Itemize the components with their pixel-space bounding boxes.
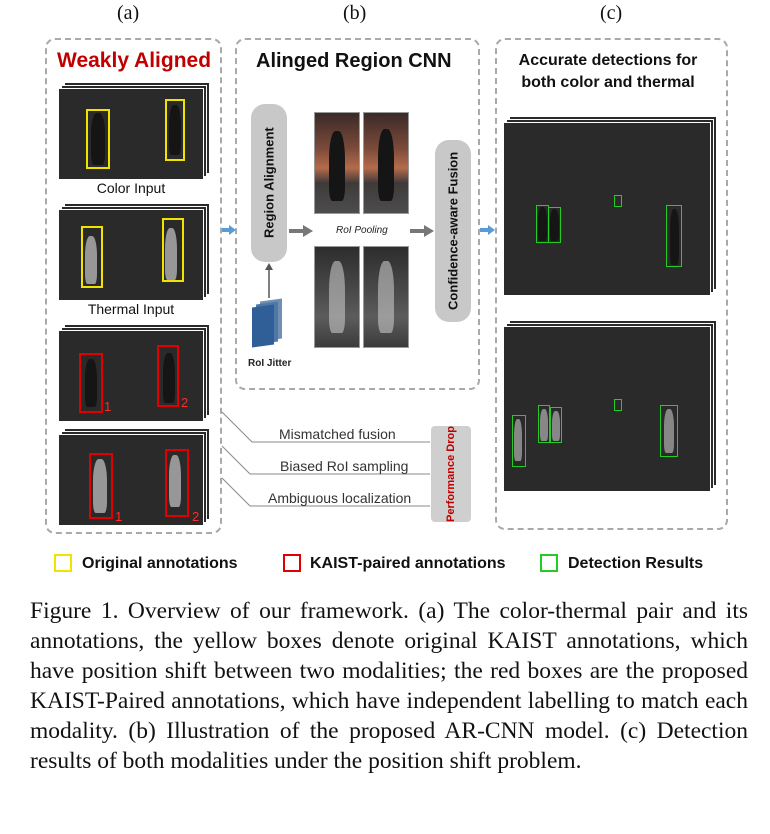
color-input-image	[58, 82, 210, 178]
roi-color-crop	[363, 112, 409, 214]
green-box	[538, 405, 550, 443]
box-number: 2	[181, 395, 189, 410]
panel-c-title: Accurate detections for both color and thermal	[518, 52, 698, 91]
region-alignment-label: Region Alignment	[261, 127, 277, 239]
arrow-right-icon	[289, 224, 313, 238]
red-box	[157, 345, 179, 407]
performance-drop-label: Performance Drop	[445, 426, 457, 522]
panel-b-label: (b)	[343, 2, 367, 24]
legend-kaist-paired: KAIST-paired annotations	[310, 555, 506, 572]
roi-thermal-crop	[314, 246, 360, 348]
color-detection-image	[503, 116, 717, 296]
color-input-label: Color Input	[96, 180, 166, 196]
arrow-right-icon	[480, 224, 496, 236]
yellow-box	[165, 99, 185, 161]
green-box	[660, 405, 678, 457]
green-box	[614, 195, 622, 207]
legend-detection-results: Detection Results	[568, 555, 704, 572]
figure-caption: Figure 1. Overview of our framework. (a) The color-thermal pair and its annotations, the yellow boxes denote original KAIST annotations, which have position shift between two modalities; the red boxes are the proposed KAIST-Paired annotations, which have independent labelling to match each modality. (b) Illustration of the proposed AR-CNN model. (c) Detection results of both modalities under the position shift problem.	[30, 598, 748, 774]
paired-color-image	[58, 324, 210, 420]
issue-ambiguous-localization: Ambiguous localization	[268, 490, 412, 506]
region-alignment-block	[251, 104, 287, 262]
red-box	[165, 449, 189, 517]
green-box	[512, 415, 526, 467]
legend-yellow-swatch	[54, 554, 72, 572]
confidence-fusion-label: Confidence-aware Fusion	[445, 151, 461, 311]
yellow-box	[81, 226, 103, 288]
green-box	[666, 205, 682, 267]
paired-thermal-image	[58, 428, 210, 524]
green-box	[614, 399, 622, 411]
green-box	[550, 407, 562, 443]
issue-mismatched-fusion: Mismatched fusion	[279, 426, 396, 442]
issue-biased-roi: Biased RoI sampling	[280, 458, 409, 474]
legend-red-swatch	[283, 554, 301, 572]
yellow-box	[86, 109, 110, 169]
roi-thermal-crop	[363, 246, 409, 348]
roi-jitter-label: RoI Jitter	[248, 358, 292, 369]
box-number: 2	[192, 509, 200, 524]
confidence-fusion-block	[435, 140, 471, 322]
red-box	[89, 453, 113, 519]
thermal-detection-image	[503, 320, 717, 492]
legend-green-swatch	[540, 554, 558, 572]
arrow-up-icon	[262, 262, 276, 298]
legend-original-annotations: Original annotations	[82, 555, 238, 572]
performance-drop-box	[431, 426, 471, 522]
roi-pooling-label: RoI Pooling	[336, 225, 388, 236]
roi-jitter-icon	[252, 300, 286, 346]
panel-c-label: (c)	[600, 2, 623, 24]
box-number: 1	[115, 509, 123, 524]
panel-a-label: (a)	[117, 2, 140, 24]
red-box	[79, 353, 103, 413]
arrow-right-icon	[410, 224, 434, 238]
panel-b-title: Alinged Region CNN	[256, 50, 452, 72]
green-box	[548, 207, 561, 243]
box-number: 1	[104, 399, 112, 414]
thermal-input-label: Thermal Input	[87, 301, 175, 317]
yellow-box	[162, 218, 184, 282]
roi-color-crop	[314, 112, 360, 214]
arrow-right-icon	[222, 224, 236, 236]
thermal-input-image	[58, 203, 210, 299]
panel-a-title: Weakly Aligned	[57, 49, 212, 72]
